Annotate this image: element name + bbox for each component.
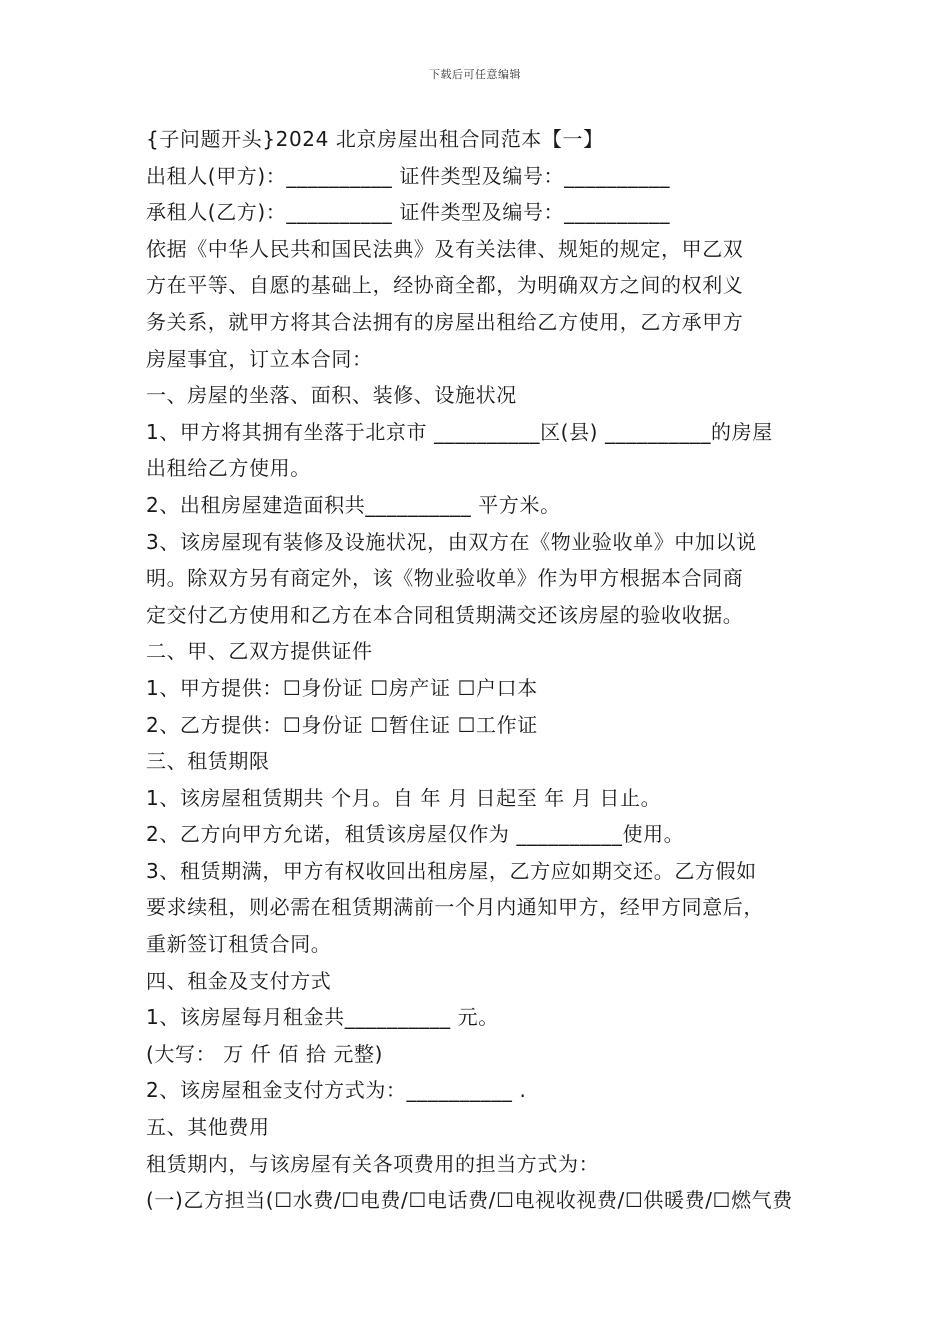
clause-1-3-line-3: 定交付乙方使用和乙方在本合同租赁期满交还该房屋的验收收据。 xyxy=(146,602,744,627)
clause-5-1: (一)乙方担当(☐水费/☐电费/☐电话费/☐电视收视费/☐供暖费/☐燃气费 xyxy=(146,1188,793,1213)
section-heading-5: 五、其他费用 xyxy=(146,1115,270,1140)
preamble-line-3: 务关系，就甲方将其合法拥有的房屋出租给乙方使用，乙方承甲方 xyxy=(146,309,744,334)
clause-3-1: 1、该房屋租赁期共 个月。自 年 月 日起至 年 月 日止。 xyxy=(146,785,662,810)
header-note: 下载后可任意编辑 xyxy=(429,68,521,81)
clause-3-2: 2、乙方向甲方允诺，租赁该房屋仅作为 __________使用。 xyxy=(146,822,685,847)
clause-5-intro: 租赁期内，与该房屋有关各项费用的担当方式为： xyxy=(146,1151,600,1176)
document-body xyxy=(146,121,826,1219)
clause-2-1: 1、甲方提供：☐身份证 ☐房产证 ☐户口本 xyxy=(146,675,538,700)
clause-3-3-line-2: 要求续租，则必需在租赁期满前一个月内通知甲方，经甲方同意后， xyxy=(146,895,764,920)
clause-1-1-line-1: 1、甲方将其拥有坐落于北京市 __________区(县) __________的房屋 xyxy=(146,419,773,444)
preamble-line-4: 房屋事宜，订立本合同： xyxy=(146,346,373,371)
clause-1-2: 2、出租房屋建造面积共__________ 平方米。 xyxy=(146,492,561,517)
clause-4-2: 2、该房屋租金支付方式为：__________ . xyxy=(146,1078,527,1103)
preamble-line-1: 依据《中华人民共和国民法典》及有关法律、规矩的规定，甲乙双 xyxy=(146,236,744,261)
clause-2-2: 2、乙方提供：☐身份证 ☐暂住证 ☐工作证 xyxy=(146,712,538,737)
section-heading-4: 四、租金及支付方式 xyxy=(146,968,332,993)
clause-4-1: 1、该房屋每月租金共__________ 元。 xyxy=(146,1005,499,1030)
lessee-line: 承租人(乙方)：__________ 证件类型及编号：__________ xyxy=(146,200,671,225)
section-heading-3: 三、租赁期限 xyxy=(146,749,270,774)
section-heading-2: 二、甲、乙双方提供证件 xyxy=(146,639,373,664)
clause-1-3-line-1: 3、该房屋现有装修及设施状况，由双方在《物业验收单》中加以说 xyxy=(146,529,757,554)
clause-1-1-line-2: 出租给乙方使用。 xyxy=(146,456,311,481)
lessor-line: 出租人(甲方)：__________ 证件类型及编号：__________ xyxy=(146,163,671,188)
clause-3-3-line-3: 重新签订租赁合同。 xyxy=(146,932,332,957)
document-title: {子问题开头}2024 北京房屋出租合同范本【一】 xyxy=(146,127,604,151)
clause-3-3-line-1: 3、租赁期满，甲方有权收回出租房屋，乙方应如期交还。乙方假如 xyxy=(146,858,757,883)
clause-4-1-capital: (大写： 万 仟 佰 拾 元整) xyxy=(146,1041,383,1066)
section-heading-1: 一、房屋的坐落、面积、装修、设施状况 xyxy=(146,383,517,408)
preamble-line-2: 方在平等、自愿的基础上，经协商全都，为明确双方之间的权利义 xyxy=(146,273,744,298)
clause-1-3-line-2: 明。除双方另有商定外，该《物业验收单》作为甲方根据本合同商 xyxy=(146,566,744,591)
